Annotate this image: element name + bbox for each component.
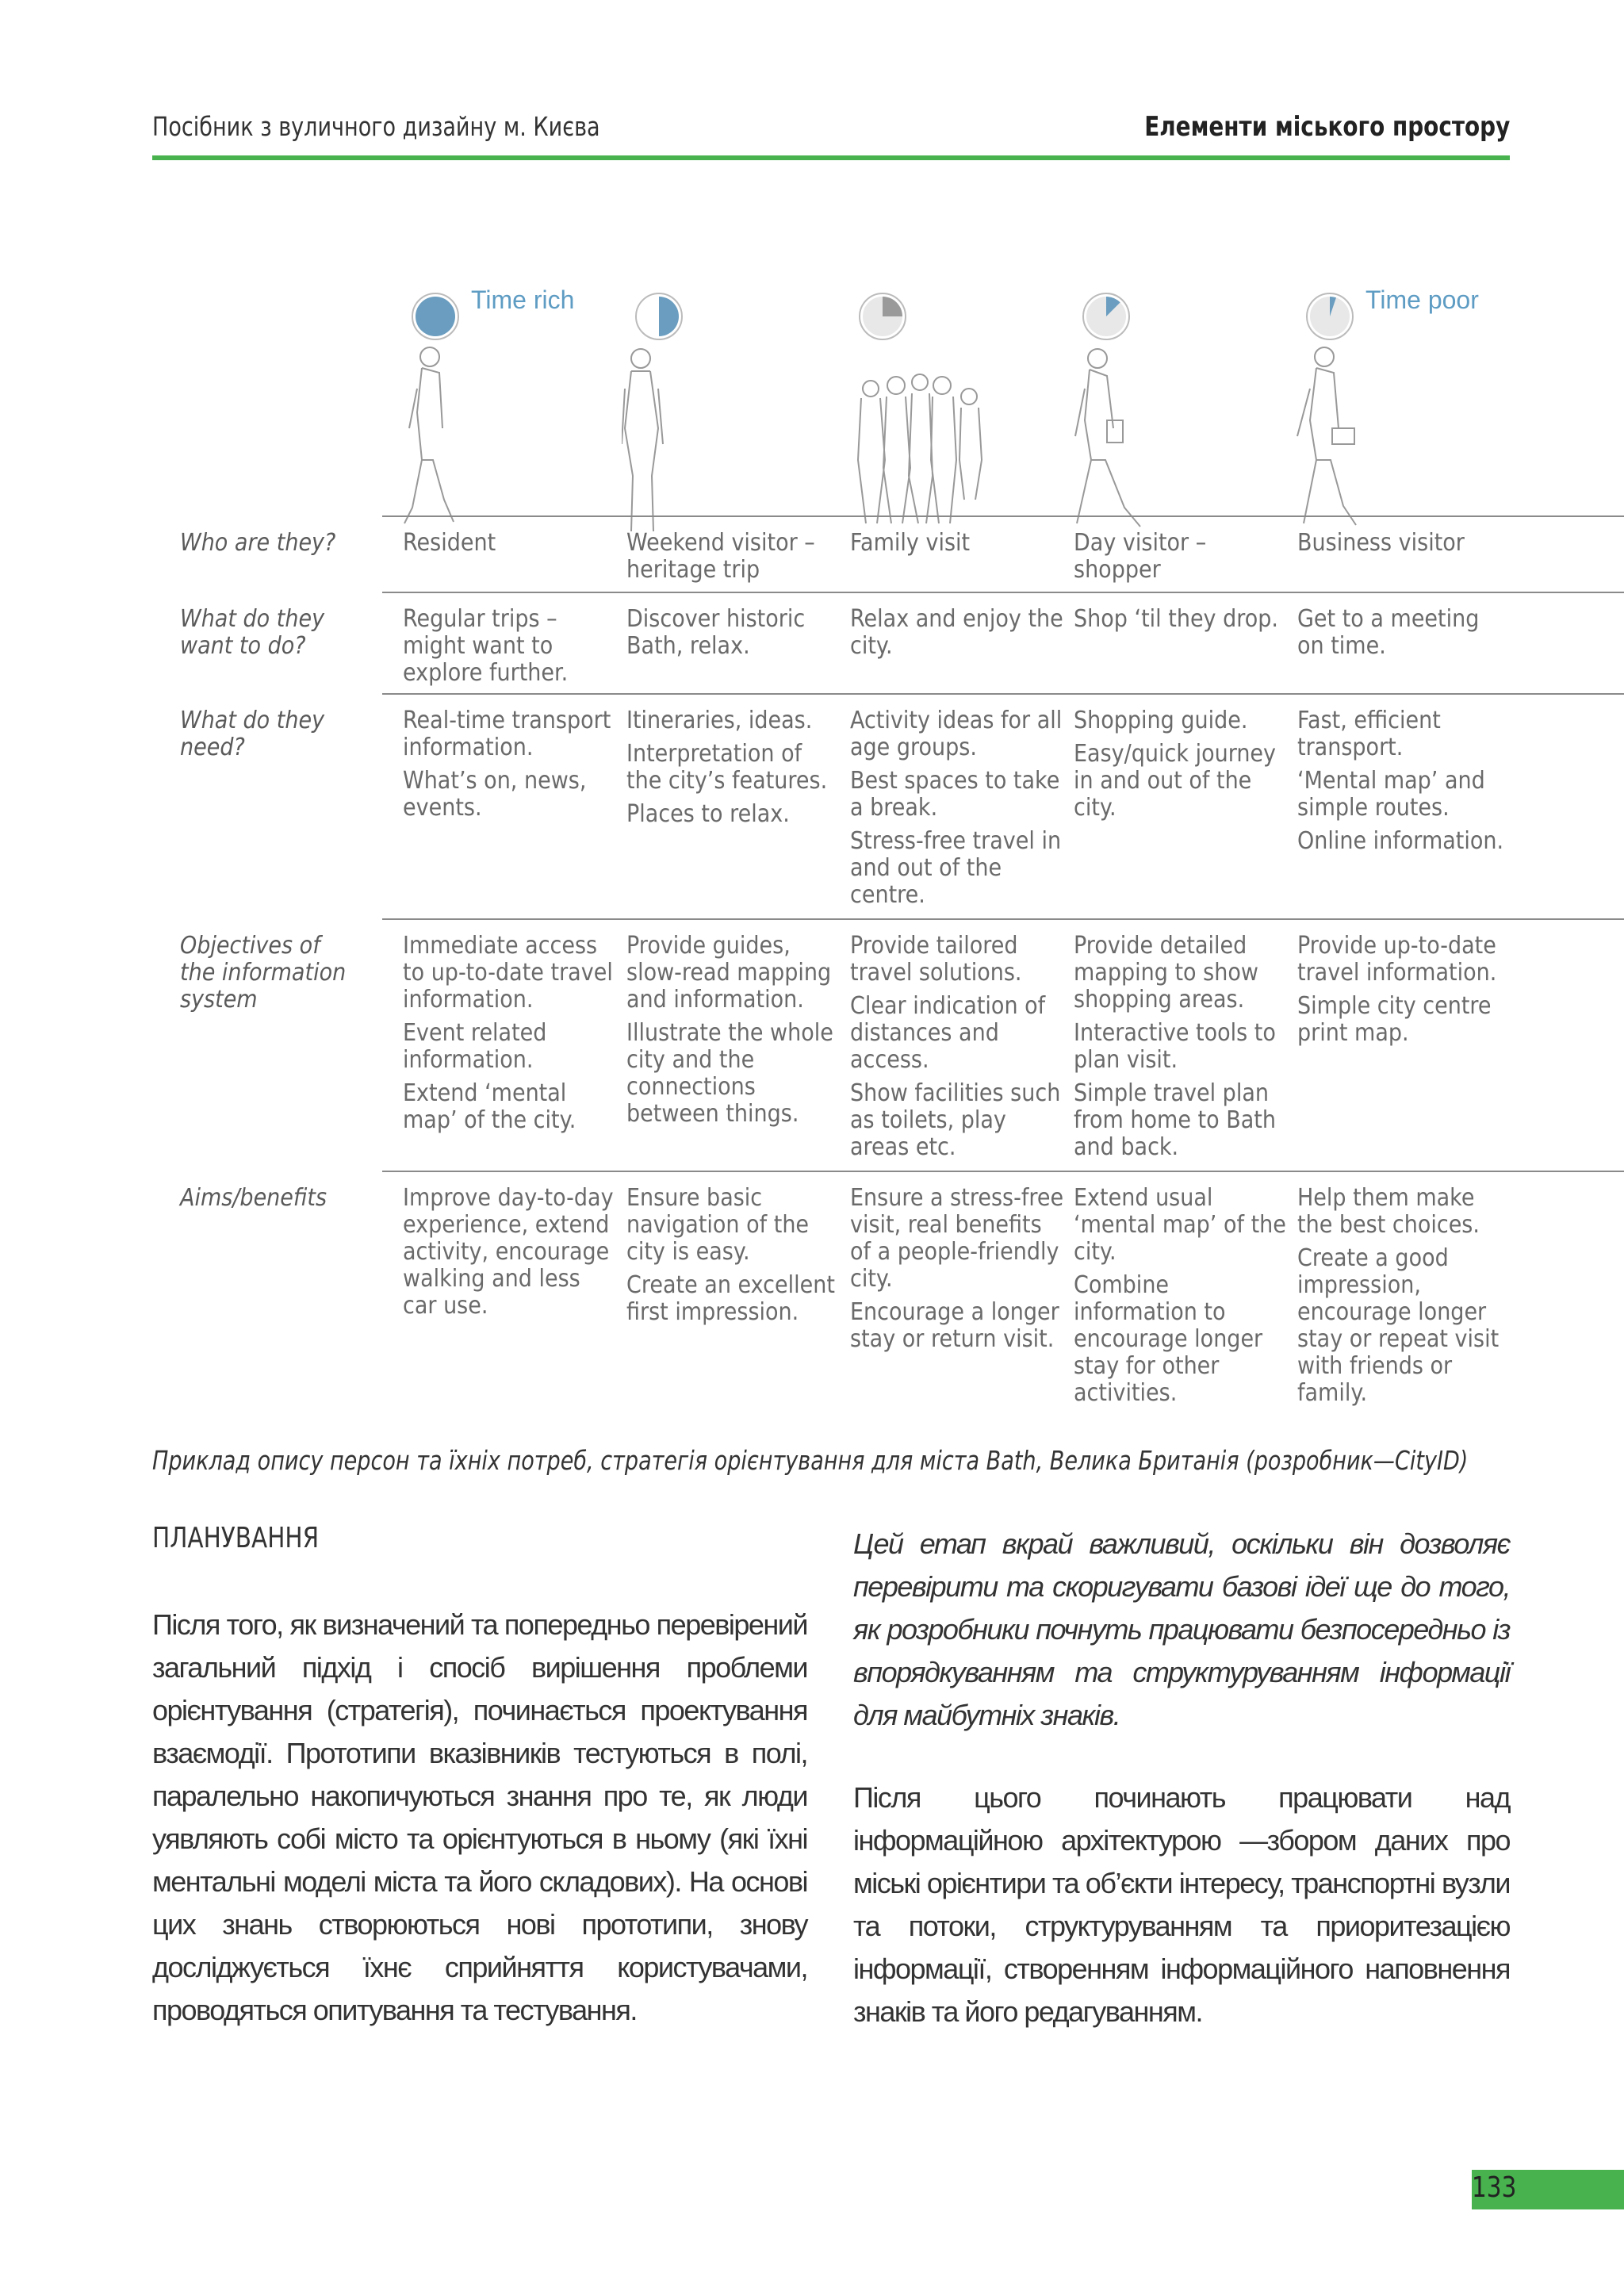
walking-person-icon (398, 341, 541, 539)
row-divider (382, 592, 1624, 593)
table-cell: Day visitor – shopper (1074, 529, 1207, 584)
table-cell: Real-time transport information. What’s on, news, events. (403, 707, 611, 822)
body-paragraph-italic: Цей етап вкрай важливий, оскільки він дозволяє перевірити та скоригувати базові ідеї ще до того, як розробники почнуть працювати безпосередньо із впорядкуванням та структуруванням інформації для майбутніх знаків. (853, 1527, 1510, 1731)
left-column (152, 1523, 807, 2071)
table-cell: Itineraries, ideas. Interpretation of the city’s features. Places to relax. (626, 707, 828, 828)
header-left-title: Посібник з вуличного дизайну м. Києва (152, 111, 600, 142)
business-walking-icon (1293, 341, 1435, 539)
row-divider (382, 515, 1624, 517)
personas-figure (152, 238, 1504, 1428)
header-divider (152, 155, 1510, 160)
figure-caption: Приклад опису персон та їхніх потреб, стратегія орієнтування для міста Bath, Велика Британія (розробник—CityID) (152, 1445, 1469, 1476)
standing-person-icon (622, 341, 764, 539)
table-cell: Provide up-to-date travel information. Simple city centre print map. (1297, 932, 1497, 1047)
row-label-want: What do they want to do? (180, 605, 325, 660)
persona-weekend-visitor (622, 286, 844, 523)
table-cell: Shop ‘til they drop. (1074, 605, 1279, 633)
shopper-walking-icon (1069, 341, 1212, 539)
persona-business-visitor (1293, 286, 1515, 523)
body-paragraph: Після того, як визначений та попередньо перевірений загальний підхід і спосіб вирішення проблеми орієнтування (стратегія), починається проектування взаємодії. Прототипи вказівників тестуються в полі, паралельно накопичуються знання про те, як люди уявляють собі місто та орієнтуються в ньому (які їхні ментальні моделі міста та його складових). На основі цих знань створюються нові прототипи, знову досліджується їхнє сприйняття користувачами, проводяться опитування та тестування. (152, 1608, 807, 2026)
row-divider (382, 918, 1624, 920)
page-header (152, 109, 1510, 144)
table-cell: Provide detailed mapping to show shopping areas. Interactive tools to plan visit. Simple travel plan from home to Bath and back. (1074, 932, 1277, 1161)
body-paragraph: Після цього починають працювати над інформаційною архітектурою —збором даних про міські орієнтири та об’єкти інтересу, транспортні вузли та потоки, структуруванням та приоритезацією інформації, створенням інформаційного наповнення знаків та його редагуванням. (853, 1781, 1510, 2028)
table-cell: Regular trips – might want to explore further. (403, 605, 569, 687)
table-cell: Immediate access to up-to-date travel information. Event related information. Extend ‘mental map’ of the city. (403, 932, 613, 1134)
row-label-who: Who are they? (180, 529, 336, 557)
table-cell: Weekend visitor – heritage trip (626, 529, 815, 584)
row-label-objectives: Objectives of the information system (180, 932, 347, 1014)
table-cell: Help them make the best choices. Create a good impression, encourage longer stay or repeat visit with friends or family. (1297, 1184, 1500, 1407)
clock-half-icon (634, 292, 684, 341)
table-cell: Provide guides, slow-read mapping and information. Illustrate the whole city and the connections between things. (626, 932, 833, 1128)
table-cell: Discover historic Bath, relax. (626, 605, 806, 660)
row-label-need: What do they need? (180, 707, 325, 761)
clock-quarter-icon (858, 292, 907, 341)
table-cell: Ensure a stress-free visit, real benefits of a people-friendly city. Encourage a longer stay or return visit. (850, 1184, 1064, 1353)
row-divider (382, 1171, 1624, 1172)
row-label-aims: Aims/benefits (180, 1184, 327, 1212)
clock-full-icon (411, 292, 460, 341)
table-cell: Extend usual ‘mental map’ of the city. Combine information to encourage longer stay for other activities. (1074, 1184, 1286, 1407)
clock-sliver-icon (1305, 292, 1354, 341)
header-right-title: Елементи міського простору (1143, 111, 1510, 143)
section-heading: ПЛАНУВАННЯ (152, 1522, 320, 1554)
table-cell: Family visit (850, 529, 971, 557)
persona-label-time-rich: Time rich (471, 286, 575, 314)
page-number: 133 (1472, 2171, 1517, 2204)
row-divider (382, 693, 1624, 695)
table-cell: Fast, efficient transport. ‘Mental map’ and simple routes. Online information. (1297, 707, 1504, 855)
table-cell: Provide tailored travel solutions. Clear indication of distances and access. Show facilities such as toilets, play areas etc. (850, 932, 1061, 1161)
clock-eighth-icon (1082, 292, 1131, 341)
table-cell: Relax and enjoy the city. (850, 605, 1063, 660)
table-cell: Activity ideas for all age groups. Best spaces to take a break. Stress-free travel in and out of the centre. (850, 707, 1063, 909)
table-cell: Shopping guide. Easy/quick journey in and out of the city. (1074, 707, 1277, 822)
persona-resident (398, 286, 620, 523)
table-cell: Get to a meeting on time. (1297, 605, 1480, 660)
persona-label-time-poor: Time poor (1365, 286, 1479, 314)
family-group-icon (845, 341, 1004, 539)
table-cell: Ensure basic navigation of the city is easy. Create an excellent first impression. (626, 1184, 835, 1326)
persona-day-visitor (1069, 286, 1291, 523)
right-column (853, 1523, 1510, 2073)
persona-family (845, 286, 1067, 523)
table-cell: Business visitor (1297, 529, 1465, 557)
table-cell: Improve day-to-day experience, extend activity, encourage walking and less car use. (403, 1184, 614, 1320)
table-cell: Resident (403, 529, 496, 557)
